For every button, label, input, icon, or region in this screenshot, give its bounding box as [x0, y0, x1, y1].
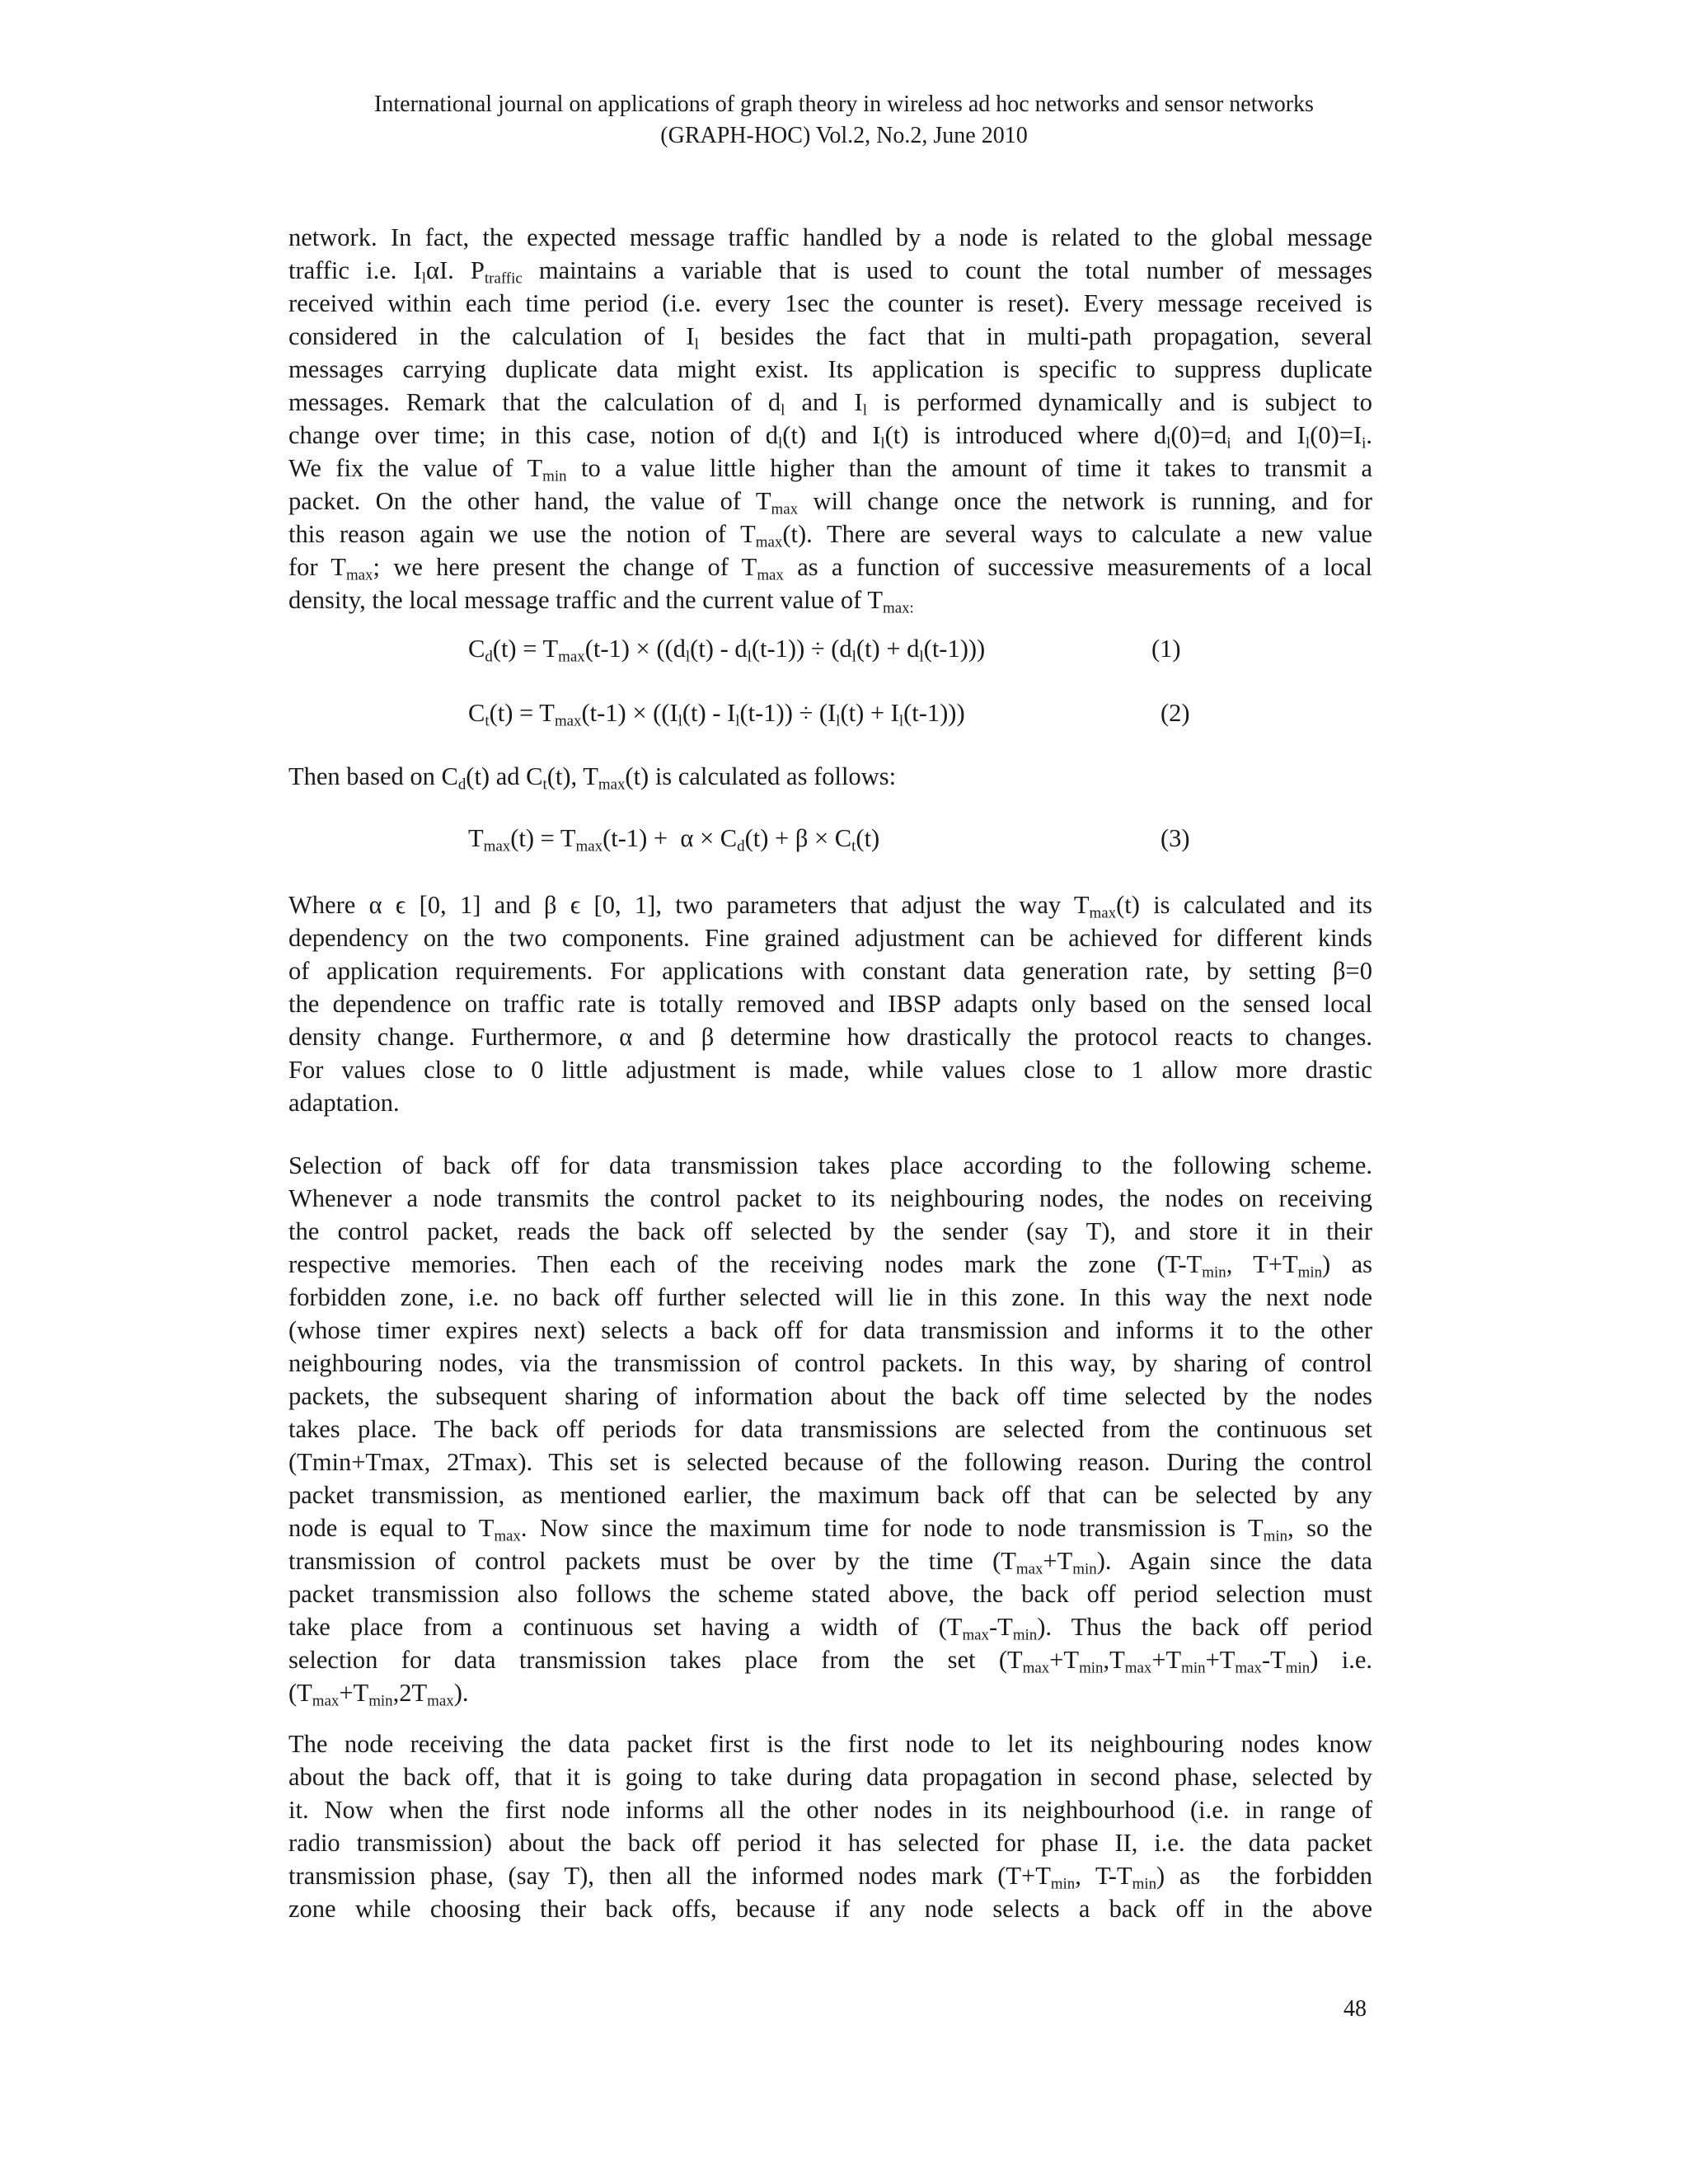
- text-line: about the back off, that it is going to take during data propagation in second phase, selected by: [288, 1763, 1372, 1791]
- text-line: messages carrying duplicate data might exist. Its application is specific to suppress duplicate: [288, 355, 1372, 383]
- body-paragraph-4: [288, 1727, 1372, 1925]
- text-line: packets, the subsequent sharing of information about the back off time selected by the nodes: [288, 1382, 1372, 1410]
- journal-header-line2: (GRAPH-HOC) Vol.2, No.2, June 2010: [660, 123, 1028, 148]
- body-paragraph-1: [288, 221, 1372, 616]
- text-line: We fix the value of $T_{min}$ to a value little higher than the amount of time it takes to transmit a: [288, 454, 1373, 485]
- text-line: packet transmission also follows the scheme stated above, the back off period selection must: [288, 1580, 1372, 1608]
- text-line: For values close to 0 little adjustment is made, while values close to 1 allow more drastic: [288, 1056, 1372, 1084]
- then-text: Then based on $C_d(t)$ ad $C_t(t)$, $T_{max}(t)$ is calculated as follows:: [288, 762, 897, 794]
- paragraph: [288, 888, 1372, 1119]
- paragraph: [288, 1149, 1372, 1709]
- text-line: received within each time period (i.e. every 1sec the counter is reset). Every message received is: [288, 289, 1372, 317]
- equation-2: $C_t(t) = T_{max}(t-1) \times ((I_l(t) - I_l(t-1)) \div (I_l(t) + I_l(t-1)))$: [468, 699, 965, 730]
- text-line: $(T_{max}+T_{min},2T_{max})$.: [288, 1679, 469, 1710]
- text-line: forbidden zone, i.e. no back off further selected will lie in this zone. In this way the next node: [288, 1283, 1372, 1311]
- text-line: The node receiving the data packet first is the first node to let its neighbouring nodes know: [288, 1730, 1372, 1758]
- text-line: considered in the calculation of $I_l$ besides the fact that in multi-path propagation, several: [288, 322, 1372, 354]
- journal-header-line1: International journal on applications of graph theory in wireless ad hoc networks and sensor networks: [374, 91, 1314, 117]
- text-line: the control packet, reads the back off selected by the sender (say T), and store it in their: [288, 1217, 1372, 1245]
- paragraph: [288, 1727, 1372, 1925]
- text-line: this reason again we use the notion of $T_{max}(t)$. There are several ways to calculate a new value: [288, 520, 1372, 551]
- equation-number-1: (1): [1151, 635, 1181, 663]
- text-line: packet transmission, as mentioned earlier, the maximum back off that can be selected by any: [288, 1481, 1372, 1509]
- text-line: it. Now when the first node informs all the other nodes in its neighbourhood (i.e. in range of: [288, 1796, 1372, 1824]
- text-line: (whose timer expires next) selects a back off for data transmission and informs it to the other: [288, 1316, 1372, 1344]
- text-line: respective memories. Then each of the receiving nodes mark the zone ($T-T_{min}$, $T+T_{min}$) as: [288, 1250, 1372, 1282]
- then-line: [288, 760, 1372, 793]
- text-line: zone while choosing their back offs, because if any node selects a back off in the above: [288, 1895, 1372, 1923]
- text-line: the dependence on traffic rate is totally removed and IBSP adapts only based on the sensed local: [288, 990, 1372, 1018]
- text-line: change over time; in this case, notion of $d_l(t)$ and $I_l(t)$ is introduced where $d_l(0)=d_i$ and $I_l(0)=I_i$.: [288, 421, 1372, 452]
- text-line: transmission of control packets must be over by the time $(T_{max}+T_{min})$. Again since the data: [288, 1547, 1372, 1578]
- text-line: network. In fact, the expected message traffic handled by a node is related to the global message: [288, 223, 1372, 251]
- text-line: messages. Remark that the calculation of $d_l$ and $I_l$ is performed dynamically and is subject to: [288, 388, 1372, 419]
- equation-number-2: (2): [1160, 699, 1190, 727]
- text-line: radio transmission) about the back off period it has selected for phase II, i.e. the data packet: [288, 1829, 1372, 1857]
- text-line: (Tmin+Tmax, 2Tmax). This set is selected because of the following reason. During the control: [288, 1448, 1372, 1476]
- text-line: dependency on the two components. Fine grained adjustment can be achieved for different kinds: [288, 924, 1372, 952]
- body-paragraph-3: [288, 1149, 1372, 1709]
- equation-number-3: (3): [1160, 824, 1190, 852]
- text-line: Whenever a node transmits the control packet to its neighbouring nodes, the nodes on receiving: [288, 1184, 1372, 1212]
- text-line: Where α ϵ [0, 1] and β ϵ [0, 1], two parameters that adjust the way $T_{max}(t)$ is calculated and its: [288, 891, 1372, 922]
- text-line: selection for data transmission takes place from the set $(T_{max}+T_{min},T_{max}+T_{min}+T_{max}-T_{min})$ i.e.: [288, 1646, 1373, 1677]
- page-number: 48: [1343, 1996, 1367, 2022]
- text-line: packet. On the other hand, the value of $T_{max}$ will change once the network is running, and for: [288, 487, 1372, 518]
- body-paragraph-2: [288, 888, 1372, 1119]
- equation-3: $T_{max}(t) = T_{max}(t-1) + \alpha \times C_d(t) + \beta \times C_t(t)$: [468, 824, 880, 855]
- text-line: density, the local message traffic and the current value of $T_{max:}$: [288, 586, 914, 617]
- equation-1: $C_d(t) = T_{max}(t-1) \times ((d_l(t) - d_l(t-1)) \div (d_l(t) + d_l(t-1)))$: [468, 635, 986, 666]
- text-line: Selection of back off for data transmission takes place according to the following scheme.: [288, 1151, 1372, 1179]
- text-line: traffic i.e. $I_l\alpha I$. $P_{traffic}$ maintains a variable that is used to count the total number of messages: [288, 256, 1372, 288]
- text-line: neighbouring nodes, via the transmission of control packets. In this way, by sharing of control: [288, 1349, 1372, 1377]
- text-line: transmission phase, (say T), then all the informed nodes mark ($T+T_{min}$, $T-T_{min}$) as the forbidden: [288, 1862, 1372, 1893]
- text-line: for $T_{max}$; we here present the change of $T_{max}$ as a function of successive measurements of a local: [288, 553, 1372, 584]
- paragraph: [288, 221, 1372, 616]
- text-line: take place from a continuous set having a width of $(T_{max}-T_{min})$. Thus the back off period: [288, 1613, 1372, 1644]
- text-line: node is equal to $T_{max}$. Now since the maximum time for node to node transmission is $T_{min}$, so the: [288, 1514, 1373, 1545]
- text-line: adaptation.: [288, 1089, 400, 1117]
- text-line: takes place. The back off periods for data transmissions are selected from the continuous set: [288, 1415, 1372, 1443]
- text-line: density change. Furthermore, α and β determine how drastically the protocol reacts to changes.: [288, 1023, 1372, 1051]
- text-line: of application requirements. For applications with constant data generation rate, by setting β=0: [288, 957, 1372, 985]
